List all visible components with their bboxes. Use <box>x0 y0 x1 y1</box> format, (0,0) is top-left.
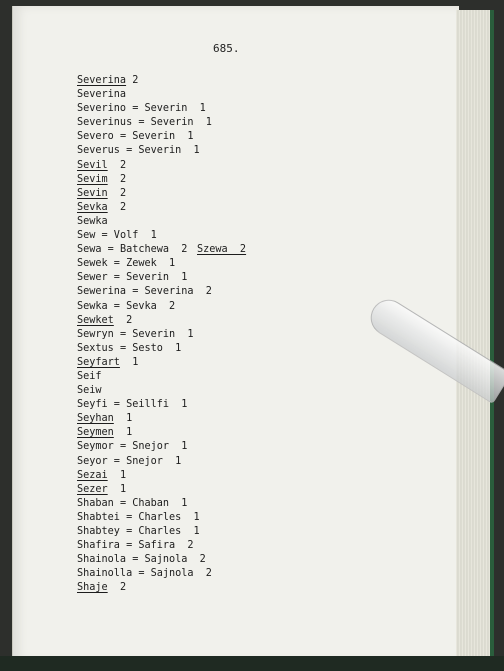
entry-detail: = Safira 2 <box>119 540 194 552</box>
entry-name: Sewa <box>77 244 102 256</box>
entry-detail: = Sesto 1 <box>113 342 182 354</box>
entry-name: Shaje <box>77 582 108 594</box>
entry-alt-name: Szewa 2 <box>197 244 247 256</box>
index-entry <box>77 511 212 525</box>
index-entry <box>77 201 212 215</box>
entry-detail: = Batchewa 2 <box>101 244 188 256</box>
index-entry <box>77 88 212 102</box>
entry-detail: 2 <box>107 201 127 213</box>
entry-name: Sewka <box>77 215 108 227</box>
index-entry <box>77 257 212 271</box>
entry-name: Seif <box>77 370 102 382</box>
entry-detail: = Sajnola 2 <box>132 568 212 580</box>
entry-name: Seyfart <box>77 356 120 368</box>
entry-name: Severinus <box>77 117 133 129</box>
index-entry <box>77 187 212 201</box>
book-cover-edge <box>0 656 504 671</box>
entry-detail: = Severina 2 <box>126 286 212 298</box>
index-entry <box>77 483 212 497</box>
entry-name: Sewek <box>77 258 108 270</box>
entry-detail: 2 <box>107 582 127 594</box>
index-entry <box>77 229 212 243</box>
index-entry <box>77 356 212 370</box>
index-entry <box>77 497 212 511</box>
index-entry <box>77 581 212 595</box>
entry-detail: 1 <box>107 483 127 495</box>
entry-name: Seiw <box>77 385 102 397</box>
index-entry <box>77 243 247 257</box>
entry-detail: 1 <box>113 427 133 439</box>
index-entry <box>77 440 212 454</box>
entry-name: Sewerina <box>77 286 127 298</box>
index-entry <box>77 116 212 130</box>
entry-detail: = Charles 1 <box>119 526 200 537</box>
entry-name: Shaban <box>77 497 114 509</box>
index-entry <box>77 342 212 356</box>
entry-detail: = Sajnola 2 <box>126 554 206 566</box>
entry-name: Severina <box>77 75 127 86</box>
name-index-list <box>77 74 247 595</box>
entry-name: Sew <box>77 230 96 242</box>
index-entry <box>77 159 212 173</box>
entry-detail: = Zewek 1 <box>107 258 176 270</box>
index-entry <box>77 567 212 581</box>
entry-detail: = Sevka 2 <box>107 300 176 312</box>
index-entry <box>77 285 212 299</box>
entry-detail: = Charles 1 <box>119 511 200 523</box>
index-entry <box>77 328 212 342</box>
entry-name: Seymen <box>77 427 114 439</box>
entry-detail: = Severin 1 <box>119 145 200 157</box>
index-entry <box>77 384 212 398</box>
entry-detail: = Severin 1 <box>113 328 194 340</box>
entry-detail: 1 <box>113 413 133 425</box>
entry-name: Seyfi <box>77 399 108 411</box>
entry-detail: = Severin 1 <box>132 117 212 129</box>
entry-name: Seyhan <box>77 413 114 425</box>
entry-name: Sezai <box>77 469 108 481</box>
entry-name: Shabtey <box>77 526 120 537</box>
entry-detail: 1 <box>107 469 127 481</box>
index-entry <box>77 130 212 144</box>
entry-name: Shafira <box>77 540 120 552</box>
index-entry <box>77 144 212 158</box>
index-entry <box>77 553 212 567</box>
index-entry <box>77 412 212 426</box>
entry-name: Severus <box>77 145 120 157</box>
index-entry <box>77 300 212 314</box>
entry-name: Severo <box>77 131 114 143</box>
entry-name: Shainolla <box>77 568 133 580</box>
index-entry <box>77 525 212 539</box>
index-entry <box>77 314 212 328</box>
entry-detail: = Snejor 1 <box>113 441 188 453</box>
index-entry <box>77 469 212 483</box>
entry-name: Seyor <box>77 455 108 467</box>
index-entry <box>77 102 212 116</box>
entry-detail: 1 <box>119 356 139 368</box>
index-entry <box>77 173 212 187</box>
entry-name: Shabtei <box>77 511 120 523</box>
entry-name: Sevin <box>77 187 108 199</box>
index-entry <box>77 398 212 412</box>
index-entry <box>77 271 212 285</box>
entry-detail: 2 <box>126 75 139 86</box>
entry-detail: 2 <box>107 173 127 185</box>
entry-name: Shainola <box>77 554 127 566</box>
entry-detail: 2 <box>107 159 127 171</box>
entry-name: Sezer <box>77 483 108 495</box>
entry-name: Severina <box>77 89 127 101</box>
index-entry <box>77 426 212 440</box>
entry-detail: = Severin 1 <box>107 272 188 284</box>
entry-detail: = Severin 1 <box>113 131 194 143</box>
entry-name: Sewryn <box>77 328 114 340</box>
entry-name: Sevka <box>77 201 108 213</box>
entry-detail: = Volf 1 <box>95 230 157 242</box>
entry-detail: = Severin 1 <box>126 103 206 115</box>
entry-detail: = Snejor 1 <box>107 455 182 467</box>
entry-detail: 2 <box>107 187 127 199</box>
entry-name: Sewer <box>77 272 108 284</box>
page-number: 685. <box>213 42 240 55</box>
entry-name: Severino <box>77 103 127 115</box>
entry-name: Sewket <box>77 314 114 326</box>
index-entry <box>77 455 212 469</box>
entry-name: Sevim <box>77 173 108 185</box>
index-entry <box>77 215 212 229</box>
index-entry <box>77 539 212 553</box>
page-edges <box>456 10 494 658</box>
entry-name: Sevil <box>77 159 108 171</box>
entry-name: Sewka <box>77 300 108 312</box>
entry-detail: = Seillfi 1 <box>107 399 188 411</box>
entry-name: Sextus <box>77 342 114 354</box>
index-entry <box>77 370 212 384</box>
entry-detail: 2 <box>113 314 133 326</box>
entry-name: Seymor <box>77 441 114 453</box>
index-entry <box>77 74 212 88</box>
entry-detail: = Chaban 1 <box>113 497 188 509</box>
